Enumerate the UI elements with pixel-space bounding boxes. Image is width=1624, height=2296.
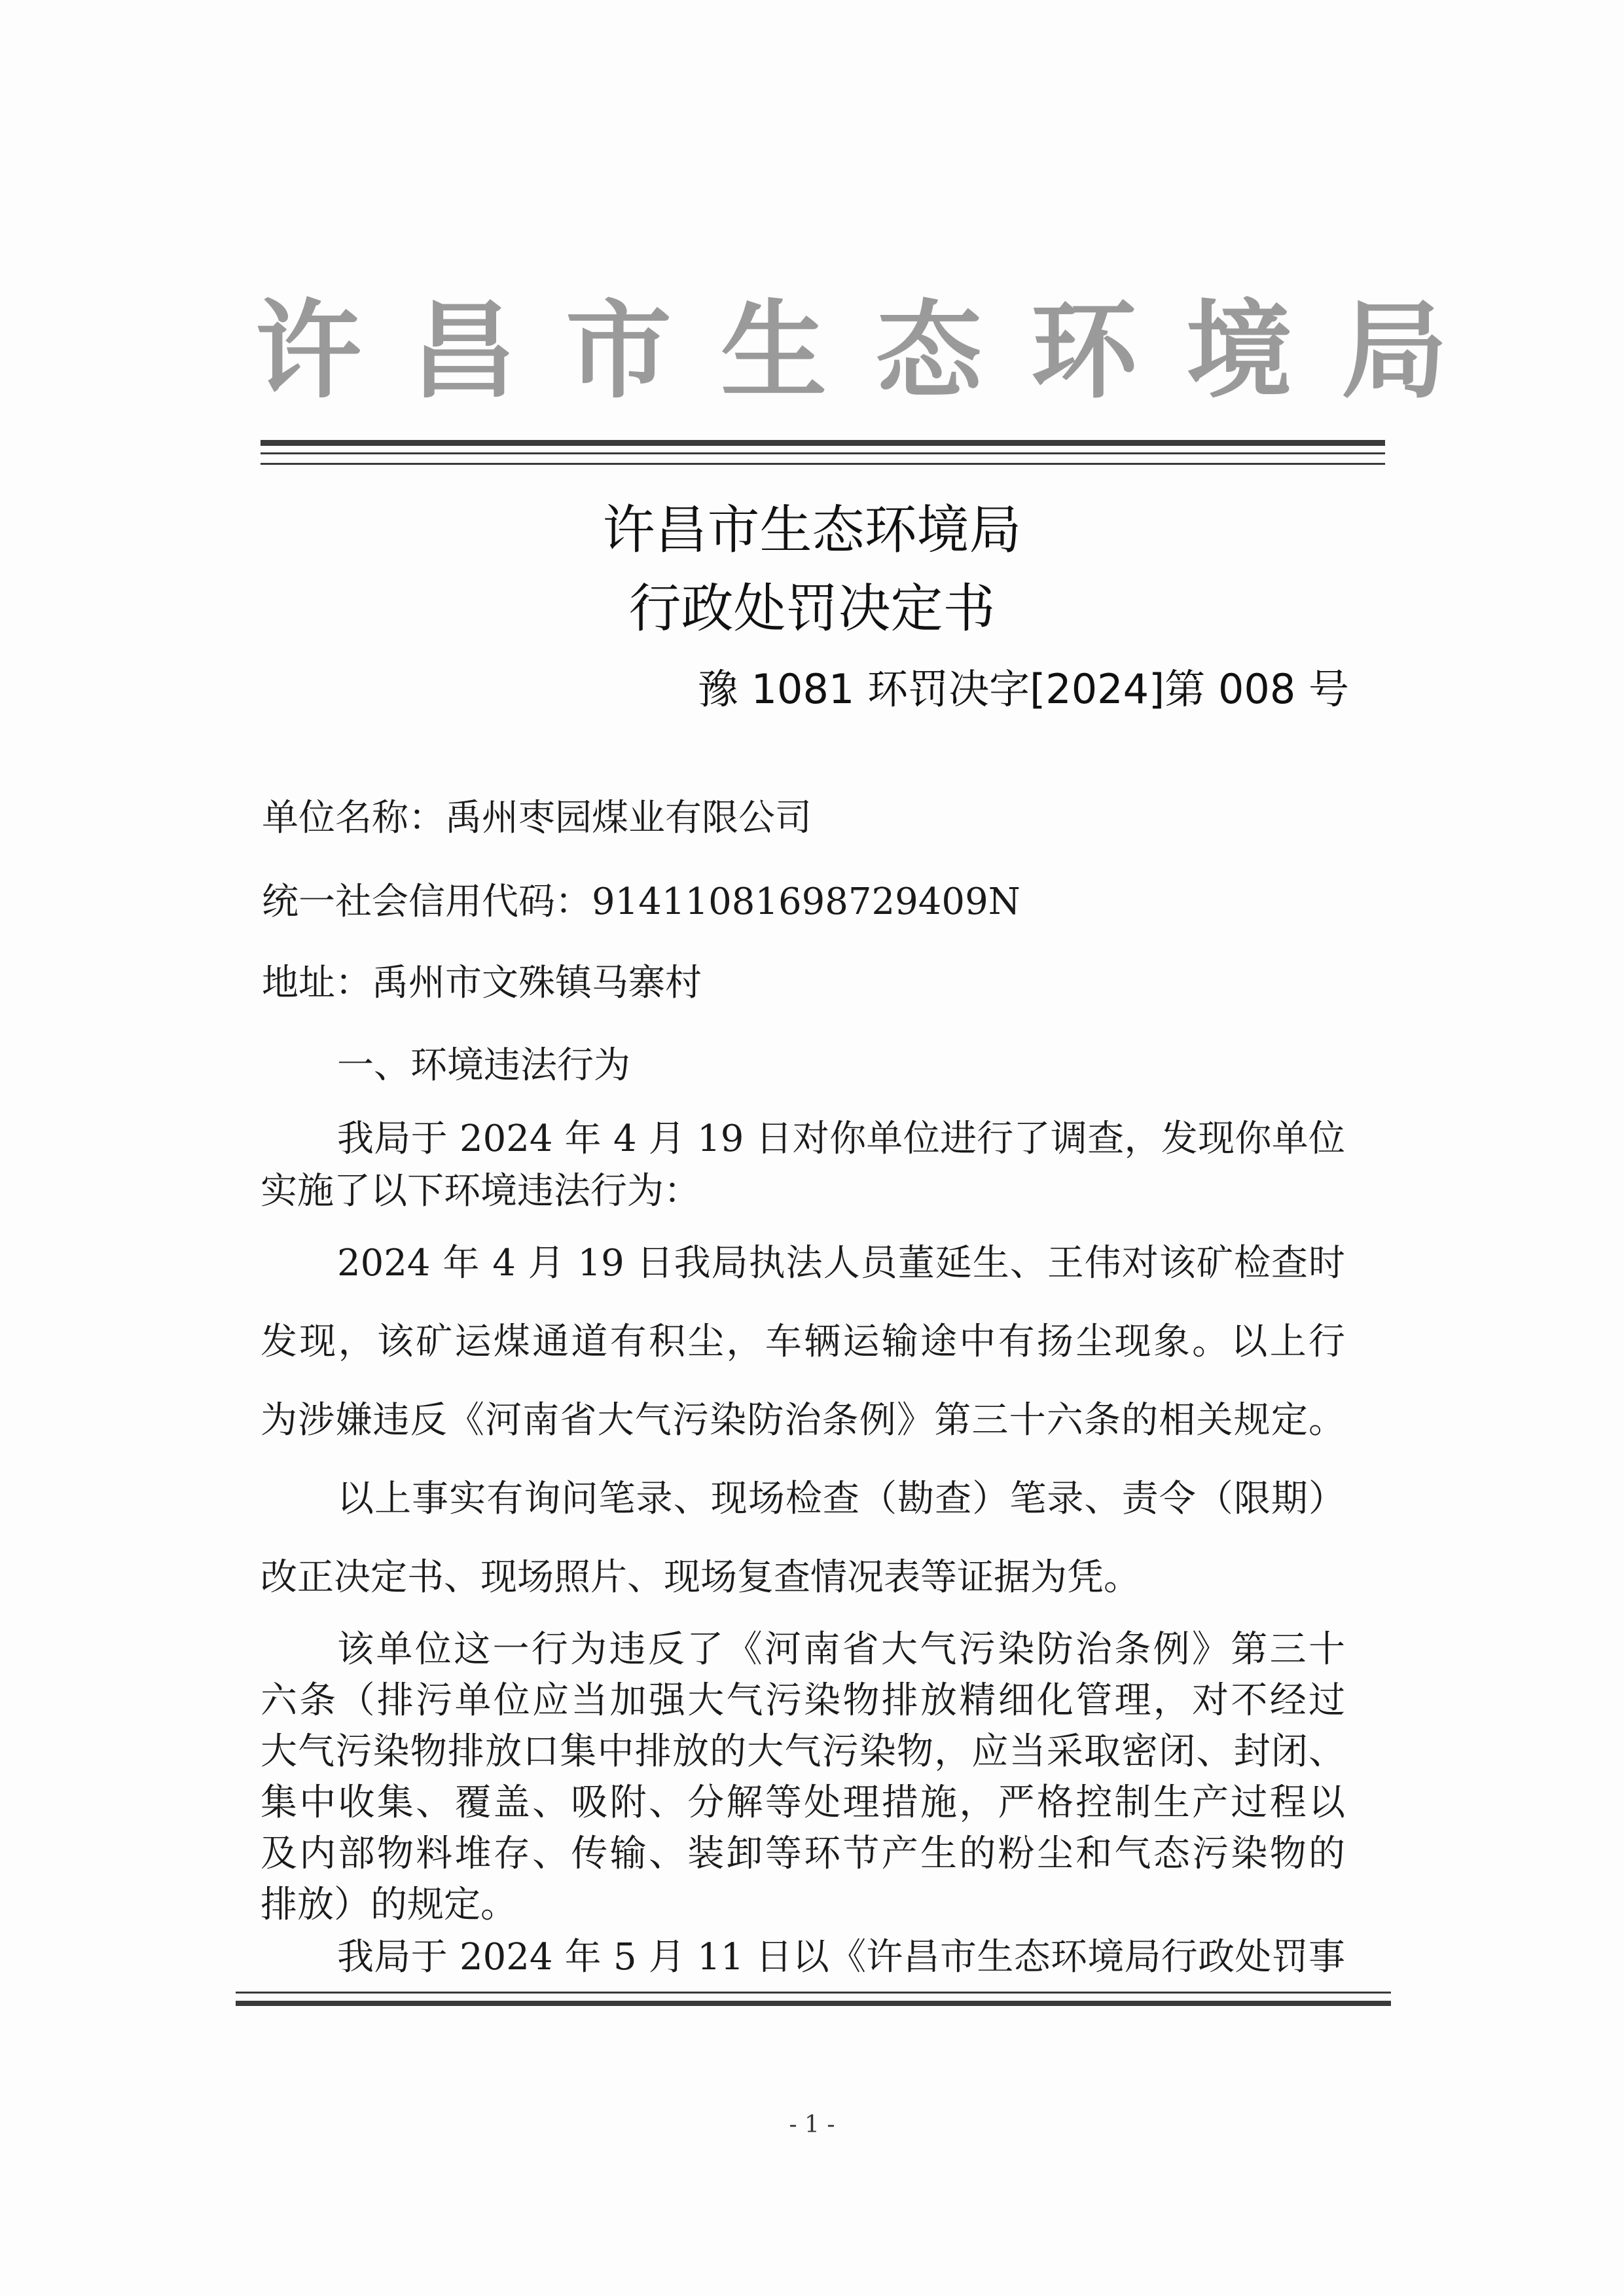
footer-rule-thick	[236, 2001, 1391, 2006]
party-credit-row	[262, 881, 1020, 923]
paragraph-line: 实施了以下环境违法行为：	[261, 1170, 700, 1212]
document-number: 豫 1081 环罚决字[2024]第 008 号	[697, 665, 1349, 713]
party-name-value: 禹州枣园煤业有限公司	[445, 797, 812, 839]
paragraph-line: 六条（排污单位应当加强大气污染物排放精细化管理，对不经过	[261, 1679, 1345, 1722]
section-heading: 一、环境违法行为	[337, 1044, 630, 1087]
party-address-label: 地址：	[262, 962, 372, 1004]
header-rule-thin	[261, 452, 1385, 454]
paragraph-line: 为涉嫌违反《河南省大气污染防治条例》第三十六条的相关规定。	[261, 1399, 1345, 1442]
paragraph-line: 及内部物料堆存、传输、装卸等环节产生的粉尘和气态污染物的	[261, 1832, 1345, 1875]
paragraph-line: 2024 年 4 月 19 日我局执法人员董延生、王伟对该矿检查时	[337, 1242, 1345, 1285]
party-address-value: 禹州市文殊镇马寨村	[372, 962, 702, 1004]
footer-rule-thin	[236, 1992, 1391, 1994]
doc-title-line2: 行政处罚决定书	[628, 578, 996, 639]
paragraph-line: 大气污染物排放口集中排放的大气污染物，应当采取密闭、封闭、	[261, 1730, 1345, 1773]
paragraph-line: 该单位这一行为违反了《河南省大气污染防治条例》第三十	[337, 1628, 1345, 1671]
paragraph-line: 发现，该矿运煤通道有积尘，车辆运输途中有扬尘现象。以上行	[261, 1321, 1345, 1363]
header-rule-thick	[261, 440, 1385, 446]
paragraph-line: 排放）的规定。	[261, 1884, 517, 1926]
doc-title-line1: 许昌市生态环境局	[602, 500, 1022, 560]
agency-banner: 许昌市生态环境局	[255, 289, 1496, 413]
paragraph-line: 以上事实有询问笔录、现场检查（勘查）笔录、责令（限期）	[337, 1478, 1345, 1520]
paragraph-line: 我局于 2024 年 4 月 19 日对你单位进行了调查，发现你单位	[337, 1118, 1345, 1160]
paragraph-line: 我局于 2024 年 5 月 11 日以《许昌市生态环境局行政处罚事	[337, 1936, 1345, 1978]
party-credit-label: 统一社会信用代码：	[262, 881, 592, 923]
party-name-row	[262, 797, 812, 839]
party-credit-value: 91411081698729409N	[592, 881, 1020, 923]
party-address-row	[262, 962, 702, 1004]
paragraph-line: 改正决定书、现场照片、现场复查情况表等证据为凭。	[261, 1556, 1140, 1599]
paragraph-line: 集中收集、覆盖、吸附、分解等处理措施，严格控制生产过程以	[261, 1781, 1345, 1824]
header-rule-thin-2	[261, 463, 1385, 465]
party-name-label: 单位名称：	[262, 797, 445, 839]
page-number: - 1 -	[789, 2111, 835, 2138]
